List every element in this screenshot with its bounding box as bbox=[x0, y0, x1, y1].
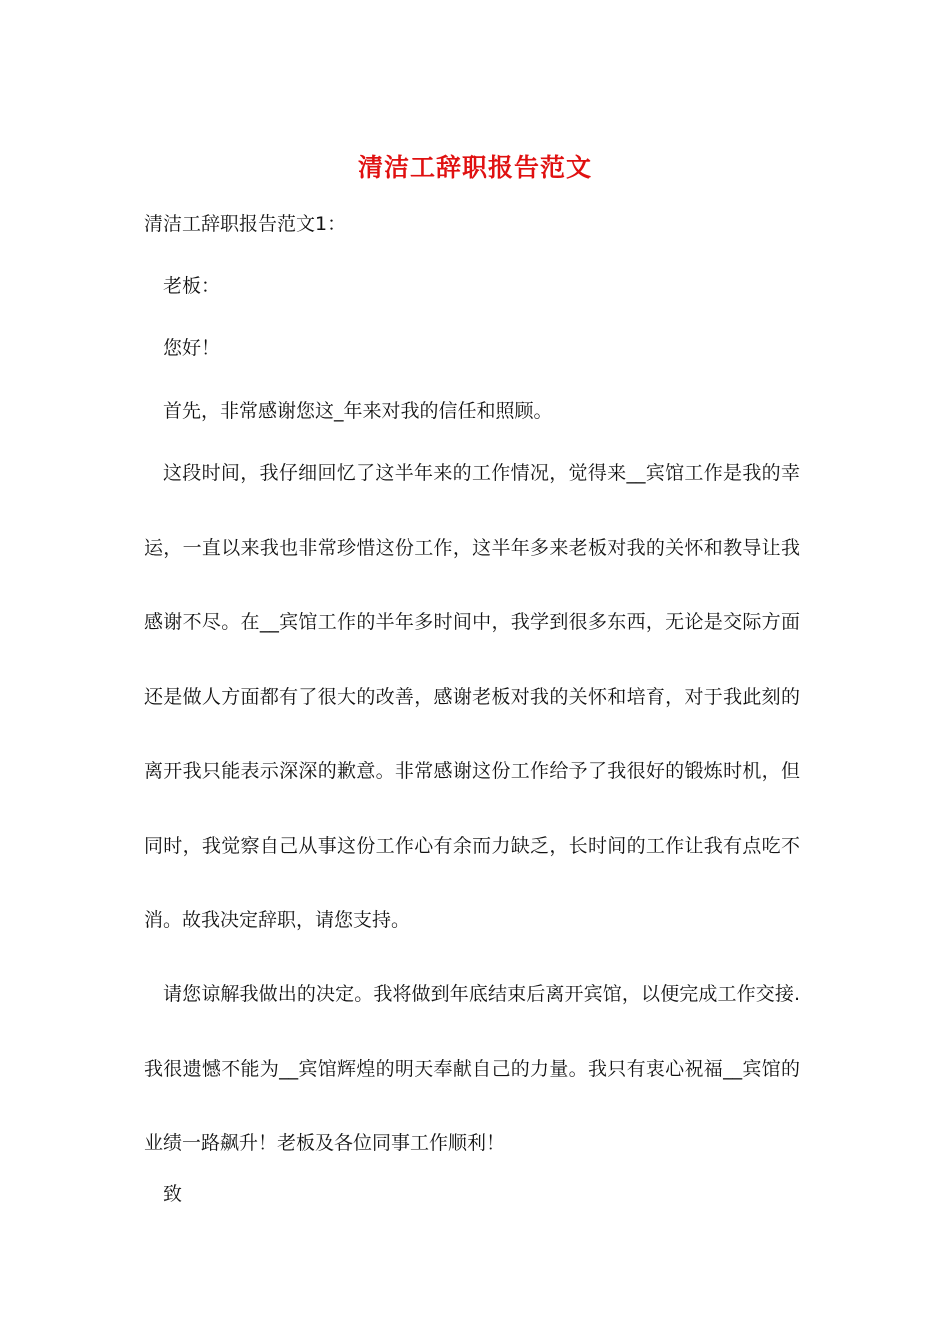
closing: 致 bbox=[163, 1183, 183, 1205]
greeting: 您好！ bbox=[163, 337, 221, 359]
section-heading: 清洁工辞职报告范文1： bbox=[144, 213, 347, 235]
paragraph-decision: 请您谅解我做出的决定。我将做到年底结束后离开宾馆，以便完成工作交接.我很遗憾不能为__宾馆辉煌的明天奉献自己的力量。我只有衷心祝福__宾馆的业绩一路飙升！老板及各位同事工作顺利！ bbox=[144, 983, 800, 1154]
document-title: 清洁工辞职报告范文 bbox=[357, 153, 592, 182]
paragraph-reflection: 这段时间，我仔细回忆了这半年来的工作情况，觉得来__宾馆工作是我的幸运，一直以来我也非常珍惜这份工作，这半年多来老板对我的关怀和教导让我感谢不尽。在__宾馆工作的半年多时间中，我学到很多东西，无论是交际方面还是做人方面都有了很大的改善，感谢老板对我的关怀和培育，对于我此刻的离开我只能表示深深的歉意。非常感谢这份工作给予了我很好的锻炼时机，但同时，我觉察自己从事这份工作心有余而力缺乏，长时间的工作让我有点吃不消。故我决定辞职，请您支持。 bbox=[144, 462, 800, 931]
paragraph-thanks: 首先，非常感谢您这_年来对我的信任和照顾。 bbox=[163, 400, 553, 422]
salutation: 老板： bbox=[163, 275, 221, 297]
